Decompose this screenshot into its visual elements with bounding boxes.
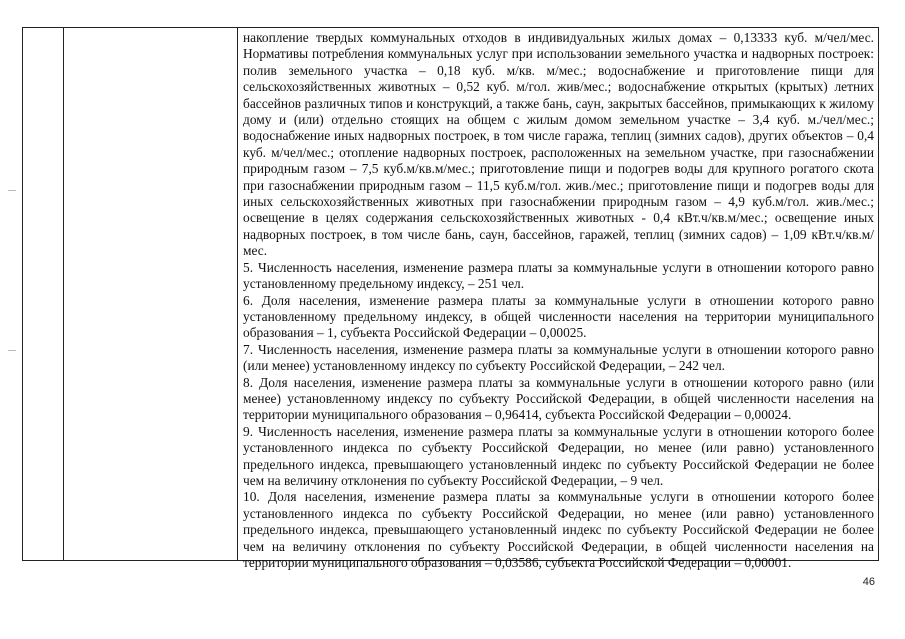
table-column-divider	[237, 28, 238, 560]
document-table	[22, 27, 879, 570]
table-column-divider	[63, 28, 64, 560]
paragraph-item-10: 10. Доля населения, изменение размера платы за коммунальные услуги в отношении которого более установленного индекса по субъекту Российской Федерации, но менее (или равно) установленного предельного индекса, превышающего установленный индекс по субъекту Российской Федерации не более чем на величину отклонения по субъекту Российской Федерации, в общей численности населения на территории муниципального образования – 0,03586, субъекта Российской Федерации – 0,00001.	[243, 489, 874, 570]
margin-mark	[8, 190, 16, 191]
paragraph-item-5: 5. Численность населения, изменение размера платы за коммунальные услуги в отношении которого равно установленному предельному индексу, – 251 чел.	[243, 259, 874, 292]
paragraph-norms: накопление твердых коммунальных отходов в индивидуальных жилых домах – 0,13333 куб. м/чел/мес. Нормативы потребления коммунальных услуг при использовании земельного участка и надворных построек: полив земельного участка – 0,18 куб. м/кв. м/мес.; водоснабжение и приготовление пищи для сельскохозяйственных животных – 0,52 куб. м/гол. жив/мес.; водоснабжение открытых (крытых) летних бассейнов различных типов и конструкций, а также бань, саун, закрытых бассейнов, примыкающих к жилому дому и (или) отдельно стоящих на общем с жилым домом земельном участке – 3,4 куб. м./чел/мес.; водоснабжение иных надворных построек, в том числе гаража, теплиц (зимних садов), других объектов – 0,4 куб. м/чел/мес.; отопление надворных построек, расположенных на земельном участке, при газоснабжении природным газом – 7,5 куб.м/кв.м/мес.; приготовление пищи и подогрев воды для крупного рогатого скота при газоснабжении природным газом – 11,5 куб.м/гол. жив./мес.; приготовление пищи и подогрев воды для иных сельскохозяйственных животных при газоснабжении природным газом – 4,9 куб.м/гол. жив./мес.; освещение в целях содержания сельскохозяйственных животных - 0,4 кВт.ч/кв.м/мес.; освещение иных надворных построек, в том числе бань, саун, бассейнов, гаражей, теплиц (зимних садов) – 1,09 кВт.ч/кв.м/мес.	[243, 30, 874, 259]
paragraph-item-6: 6. Доля населения, изменение размера платы за коммунальные услуги в отношении которого равно установленному предельному индексу, в общей численности населения на территории муниципального образования – 1, субъекта Российской Федерации – 0,00025.	[243, 292, 874, 341]
paragraph-item-7: 7. Численность населения, изменение размера платы за коммунальные услуги в отношении которого равно (или менее) установленному индексу по субъекту Российской Федерации, – 242 чел.	[243, 341, 874, 374]
page-number: 46	[862, 576, 875, 588]
paragraph-item-9: 9. Численность населения, изменение размера платы за коммунальные услуги в отношении которого более установленного индекса по субъекту Российской Федерации, но менее (или равно) установленного предельного индекса, превышающего установленный индекс по субъекту Российской Федерации не более чем на величину отклонения по субъекту Российской Федерации, – 9 чел.	[243, 423, 874, 488]
table-cell-content	[243, 30, 874, 571]
margin-mark	[8, 350, 16, 351]
paragraph-item-8: 8. Доля населения, изменение размера платы за коммунальные услуги в отношении которого равно (или менее) установленному индексу по субъекту Российской Федерации, в общей численности населения на территории муниципального образования – 0,96414, субъекта Российской Федерации – 0,00024.	[243, 374, 874, 423]
